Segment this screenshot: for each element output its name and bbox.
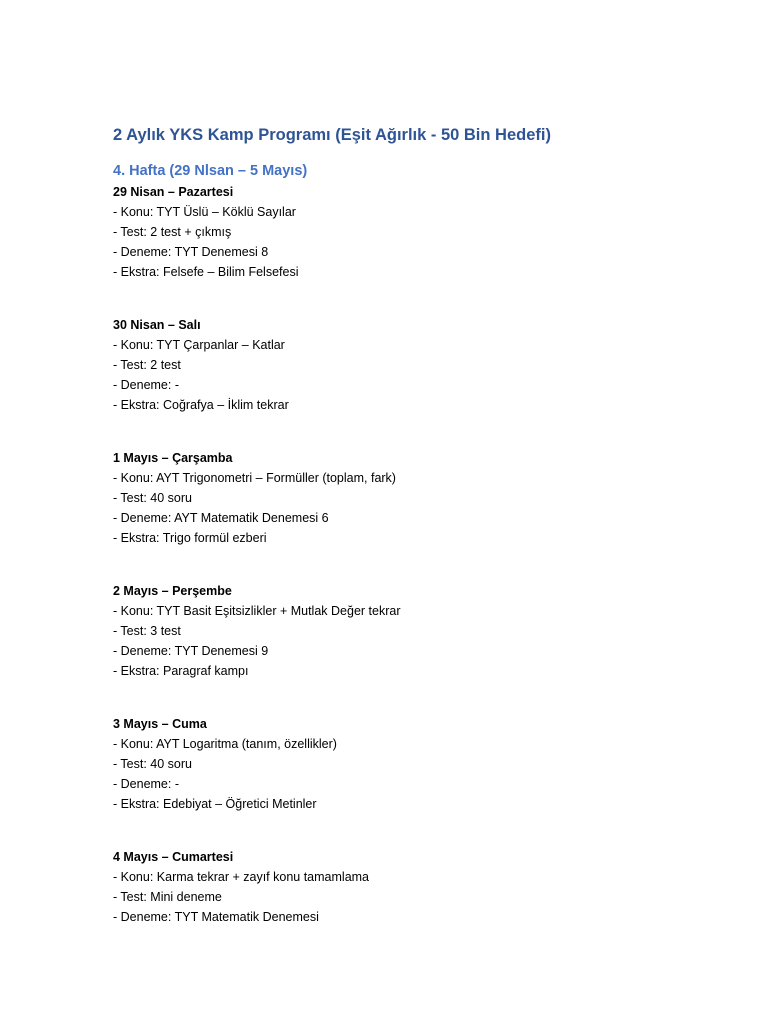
test-line: - Test: 40 soru bbox=[113, 757, 192, 771]
day-section-29-nisan bbox=[113, 182, 733, 282]
test-line: - Test: 2 test bbox=[113, 358, 181, 372]
day-section-1-mayis bbox=[113, 448, 733, 548]
deneme-line: - Deneme: TYT Denemesi 8 bbox=[113, 245, 269, 259]
konu-line: - Konu: TYT Basit Eşitsizlikler + Mutlak Değer tekrar bbox=[113, 604, 401, 618]
test-line: - Test: 3 test bbox=[113, 624, 181, 638]
deneme-line: - Deneme: TYT Matematik Denemesi bbox=[113, 910, 319, 924]
day-title: 29 Nisan – Pazartesi bbox=[113, 185, 234, 199]
deneme-line: - Deneme: TYT Denemesi 9 bbox=[113, 644, 269, 658]
deneme-line: - Deneme: - bbox=[113, 777, 179, 791]
test-line: - Test: 2 test + çıkmış bbox=[113, 225, 232, 239]
ekstra-line: - Ekstra: Coğrafya – İklim tekrar bbox=[113, 398, 289, 412]
document-content bbox=[113, 124, 733, 960]
day-title: 30 Nisan – Salı bbox=[113, 318, 201, 332]
test-line: - Test: 40 soru bbox=[113, 491, 192, 505]
day-title: 2 Mayıs – Perşembe bbox=[113, 584, 232, 598]
konu-line: - Konu: AYT Logaritma (tanım, özellikler) bbox=[113, 737, 337, 751]
konu-line: - Konu: TYT Üslü – Köklü Sayılar bbox=[113, 205, 296, 219]
day-section-30-nisan bbox=[113, 315, 733, 415]
day-title: 1 Mayıs – Çarşamba bbox=[113, 451, 233, 465]
day-section-2-mayis bbox=[113, 581, 733, 681]
konu-line: - Konu: TYT Çarpanlar – Katlar bbox=[113, 338, 285, 352]
day-title: 3 Mayıs – Cuma bbox=[113, 717, 207, 731]
ekstra-line: - Ekstra: Paragraf kampı bbox=[113, 664, 249, 678]
ekstra-line: - Ekstra: Edebiyat – Öğretici Metinler bbox=[113, 797, 317, 811]
ekstra-line: - Ekstra: Trigo formül ezberi bbox=[113, 531, 267, 545]
document-title: 2 Aylık YKS Kamp Programı (Eşit Ağırlık - 50 Bin Hedefi) bbox=[113, 126, 551, 144]
test-line: - Test: Mini deneme bbox=[113, 890, 222, 904]
deneme-line: - Deneme: - bbox=[113, 378, 179, 392]
week-heading: 4. Hafta (29 Nlsan – 5 Mayıs) bbox=[113, 163, 308, 179]
konu-line: - Konu: Karma tekrar + zayıf konu tamamlama bbox=[113, 870, 370, 884]
day-title: 4 Mayıs – Cumartesi bbox=[113, 850, 234, 864]
deneme-line: - Deneme: AYT Matematik Denemesi 6 bbox=[113, 511, 329, 525]
ekstra-line: - Ekstra: Felsefe – Bilim Felsefesi bbox=[113, 265, 299, 279]
day-section-3-mayis bbox=[113, 714, 733, 814]
day-section-4-mayis bbox=[113, 847, 733, 927]
konu-line: - Konu: AYT Trigonometri – Formüller (toplam, fark) bbox=[113, 471, 396, 485]
